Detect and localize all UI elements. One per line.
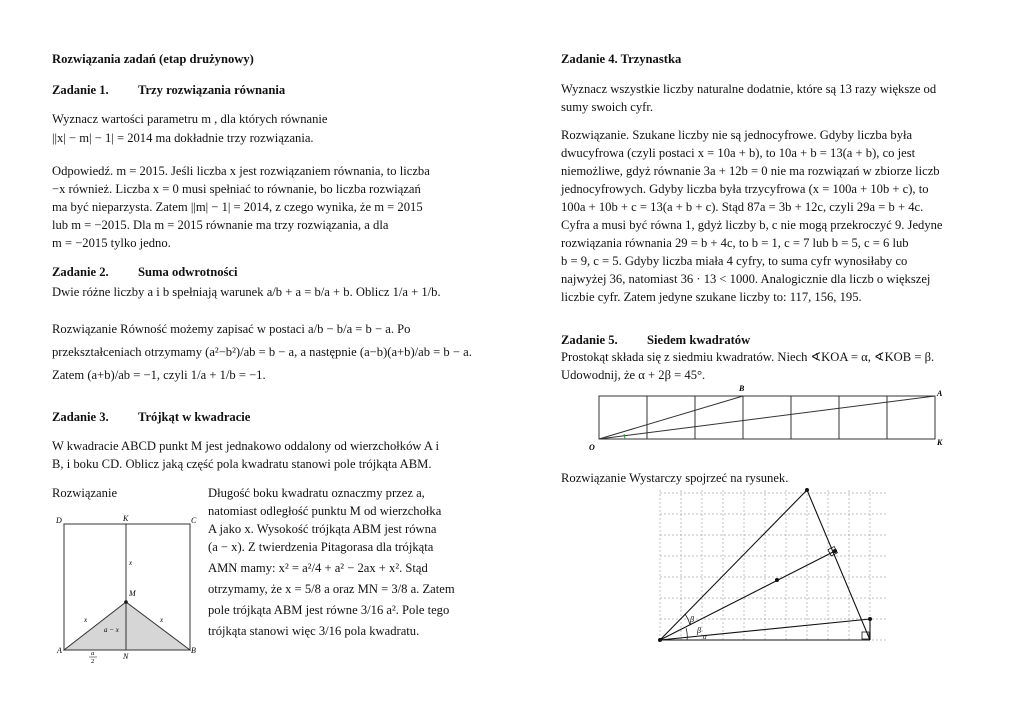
label-alpha: α xyxy=(703,633,707,641)
task3-line2: B, i boku CD. Oblicz jaką część pola kwadratu stanowi pole trójkąta ABM. xyxy=(52,457,432,471)
task1-answer-4: lub m = −2015. Dla m = 2015 równanie ma trzy rozwiązania, a dla xyxy=(52,218,389,232)
label-D: D xyxy=(56,516,62,525)
task4-line1: Wyznacz wszystkie liczby naturalne dodatnie, które są 13 razy większe od xyxy=(561,82,937,96)
task2-solution-2: przekształceniach otrzymamy (a²−b²)/ab = b − a, a następnie (a−b)(a+b)/ab = b − a. xyxy=(52,345,472,359)
label-a-minus-x: a − x xyxy=(104,626,119,634)
label-two: 2 xyxy=(91,658,95,665)
label-A: A xyxy=(937,389,943,398)
task3-solution-label: Rozwiązanie xyxy=(52,486,118,500)
square-diagram xyxy=(52,510,202,668)
task1-answer-2: −x również. Liczba x = 0 musi spełniać to równanie, bo liczba rozwiązań xyxy=(52,182,421,196)
page-heading: Rozwiązania zadań (etap drużynowy) xyxy=(52,52,254,66)
label-O: O xyxy=(589,443,595,452)
label-B: B xyxy=(191,646,196,655)
label-K: K xyxy=(937,438,943,447)
label-x-vertical: x xyxy=(129,559,133,567)
task2-solution-3: Zatem (a+b)/ab = −1, czyli 1/a + 1/b = −1. xyxy=(52,368,266,382)
task3-header: Zadanie 3. Trójkąt w kwadracie xyxy=(52,410,251,424)
task1-header: Zadanie 1. Trzy rozwiązania równania xyxy=(52,83,286,97)
task1-line2: ||x| − m| − 1| = 2014 ma dokładnie trzy rozwiązania. xyxy=(52,131,314,145)
task4-line2: sumy swoich cyfr. xyxy=(561,100,653,114)
task1-answer-3: ma być nieparzysta. Zatem ||m| − 1| = 2014, z czego wynika, że m = 2015 xyxy=(52,200,423,214)
label-beta-lower: β xyxy=(697,626,701,635)
task4-solution: Rozwiązanie. Szukane liczby nie są jednocyfrowe. Gdyby liczba była dwucyfrowa (czyli postaci x = 10a + b), to 10a + b = 13(a + b), co jest niemożliwe, gdyż równanie 3a + 12b = 0 nie ma rozwiązań w zbiorze liczb jednocyfrowych. Gdyby liczba była trzycyfrowa (x = 100a + 10b + c), to 100a + 10b + c = 13(a + b + c). Stąd 87a = 3b + 12c, czyli 29a = b + 4c. Cyfra a musi być równa 1, gdyż liczby b, c nie mogą przekroczyć 9. Jedyne rozwiązania równania 29 = b + 4c, to b = 1, c = 7 lub b = 5, c = 6 lub b = 9, c = 5. Gdyby liczba miała 4 cyfry, to suma cyfr wynosiłaby co najwyżej 36, natomiast 36 · 13 < 1000. Analogicznie dla liczb o większej liczbie cyfr. Zatem jedyne szukane liczby to: 117, 156, 195. xyxy=(561,128,943,304)
task2-line1: Dwie różne liczby a i b spełniają warunek a/b + a = b/a + b. Oblicz 1/a + 1/b. xyxy=(52,285,441,299)
label-N: N xyxy=(123,652,129,661)
task2-header: Zadanie 2. Suma odwrotności xyxy=(52,265,238,279)
task3-solution-text: Długość boku kwadratu oznaczmy przez a, natomiast odległość punktu M od wierzchołka A jako x. Wysokość trójkąta ABM jest równa (a − x). Z twierdzenia Pitagorasa dla trójkąta AMN mamy: x² = a²/4 + a² − 2ax + x². Stąd otrzymamy, że x = 5/8 a oraz MN = 3/8 a. Zatem pole trójkąta ABM jest równe 3/16 a². Pole tego trójkąta stanowi więc 3/16 pola kwadratu. xyxy=(208,486,455,638)
label-x-right: x xyxy=(160,616,164,624)
task2-solution-1: Rozwiązanie Równość możemy zapisać w postaci a/b − b/a = b − a. Po xyxy=(52,322,411,336)
label-beta-upper: β xyxy=(690,615,694,624)
task1-answer-5: m = −2015 tylko jedno. xyxy=(52,236,171,250)
task5-line1: Prostokąt składa się z siedmiu kwadratów. Niech ∢KOA = α, ∢KOB = β. xyxy=(561,350,935,364)
label-C: C xyxy=(191,516,197,525)
label-A: A xyxy=(57,646,62,655)
label-K: K xyxy=(123,514,129,523)
task5-header: Zadanie 5. Siedem kwadratów xyxy=(561,333,751,347)
label-x-left: x xyxy=(84,616,88,624)
label-B: B xyxy=(739,384,745,393)
label-a: a xyxy=(91,650,95,657)
task5-solution: Rozwiązanie Wystarczy spojrzeć na rysunek. xyxy=(561,471,789,485)
task1-line1: Wyznacz wartości parametru m , dla których równanie xyxy=(52,112,328,126)
label-M: M xyxy=(129,589,136,598)
task1-answer-1: Odpowiedź. m = 2015. Jeśli liczba x jest rozwiązaniem równania, to liczba xyxy=(52,164,430,178)
grid-proof-diagram xyxy=(657,486,889,652)
seven-squares-diagram xyxy=(587,382,977,454)
task5-line2: Udowodnij, że α + 2β = 45°. xyxy=(561,368,706,382)
task3-line1: W kwadracie ABCD punkt M jest jednakowo oddalony od wierzchołków A i xyxy=(52,439,439,453)
task4-header: Zadanie 4. Trzynastka xyxy=(561,52,682,66)
